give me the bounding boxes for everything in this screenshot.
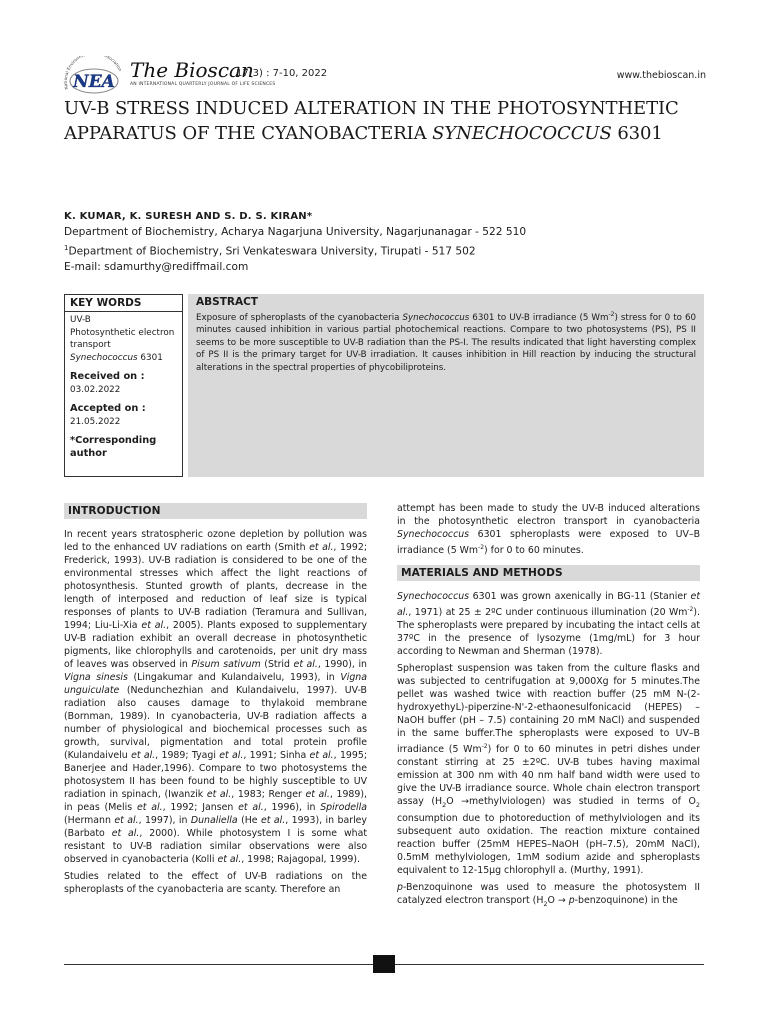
italic-term: et al. [309,750,334,761]
intro-continuation [397,502,700,557]
keyword-organism-strain: 6301 [137,352,163,363]
journal-tagline: AN INTERNATIONAL QUARTERLY JOURNAL OF LIFE SCIENCES [130,82,276,87]
text-run: (Hermann [64,815,115,826]
left-column [64,503,367,900]
text-run: , 1971) at 25 ± 2ºC under continuous illumination (20 Wm [408,607,688,619]
text-run: 6301 spheroplasts were exposed to UV–B irradiance (5 Wm [397,529,700,557]
text-run: (He [237,815,261,826]
italic-term: et al. [136,802,163,813]
logo-arc-text: National Environm sociation [62,56,123,90]
script-mark: -2 [687,606,694,614]
italic-term: et al. [114,815,139,826]
italic-term: p [568,895,575,907]
received-date: 03.02.2022 [70,384,121,395]
italic-term: Dunaliella [190,815,238,826]
keyword-organism [70,352,177,365]
logo-text: NEA [73,72,115,92]
text-run: , 1995; Banerjee and Hader,1996). Compare to two photosystems the photosystem II has been found to be highly susceptible to UV radiation in spinach, (Iwanzik [64,750,367,800]
italic-term: Spirodella [320,802,367,813]
italic-term: et al. [305,789,330,800]
text-run: -benzoquinone) in the [574,895,678,907]
italic-term: et al. [261,815,286,826]
text-run: attempt has been made to study the UV-B induced alterations in the photosynthetic electron transport in cyanobacteria [397,503,700,527]
italic-term: Synechococcus [397,591,470,603]
text-run: , 1998; Rajagopal, 1999). [241,854,361,865]
introduction-heading: INTRODUCTION [64,503,367,519]
affiliation-1: Department of Biochemistry, Acharya Nagarjuna University, Nagarjunanagar - 522 510 [64,225,527,238]
abstract-heading: ABSTRACT [196,296,258,308]
received-label: Received on : [70,371,145,382]
paper-title [64,96,714,146]
text-run: In recent years stratospheric ozone depletion by pollution was led to the enhanced UV radiations on earth (Smith [64,529,367,553]
text-run: , 1992; Jansen [162,802,239,813]
text-run: , 1989; Tyagi [155,750,220,761]
title-text: UV-B STRESS INDUCED ALTERATION IN THE PHOTOSYNTHETIC APPARATUS OF THE CYANOBACTERIA [64,98,679,144]
script-mark: 2 [543,900,548,909]
accepted-date: 21.05.2022 [70,416,121,427]
text-run: 6301 was grown axenically in BG-11 (Stanier [469,591,691,603]
abstract-text [196,309,696,374]
italic-term: et al. [141,620,167,631]
keywords-box [64,294,183,477]
issue-info: 17(3) : 7-10, 2022 [236,68,328,79]
italic-term: Pisum sativum [191,659,261,670]
italic-term: Vigna sinesis [64,672,128,683]
abstract-run: ) stress for 0 to 60 minutes caused inhibition in various partial photochemical reactions. Compare to two photosystems (PS), PS II seems to be more susceptible to UV-B radiation than the PS-I. The results indicated that light haversting complex of PS II is the primary target for UV-B irradiation. It causes inhibition in Hill reaction by inducing the structural alterations in the spectral properties of phycobiliproteins. [196,312,697,373]
abstract-box [188,294,704,477]
text-run: Spheroplast suspension was taken from the culture flasks and was subjected to centrifugation at 9,000Xg for 5 minutes.The pellet was washed twice with reaction buffer (25 mM N-(2-hydroxyethyL)-piperzine-N'-2-ethaonesulfonicacid (HEPES) – NaOH buffer (pH – 7.5) containing 20 mM NaCl) and suspended in the same buffer.The spheroplasts were exposed to UV–B irradiance (5 Wm [397,663,700,756]
italic-term: et al. [206,789,232,800]
italic-term: et al. [397,591,700,619]
affiliation-2-text: Department of Biochemistry, Sri Venkateswara University, Tirupati - 517 502 [68,245,476,258]
italic-term: et al. [309,542,334,553]
intro-paragraph-2: Studies related to the effect of UV-B radiations on the spheroplasts of the cyanobacteria are scanty. Therefore an [64,871,367,895]
script-mark: -2 [478,544,485,551]
text-run: O → [547,895,569,907]
author-names: K. KUMAR, K. SURESH AND S. D. S. KIRAN* [64,211,313,222]
abstract-run: 6301 to UV-B irradiance (5 Wm [469,312,609,323]
text-run: , 1983; Renger [231,789,306,800]
text-run: , 1989), in peas (Melis [64,789,367,813]
italic-term: et al. [238,802,264,813]
abstract-run: Exposure of spheroplasts of the cyanobacteria [196,312,403,323]
methods-paragraph-3 [397,881,700,911]
italic-term: p [397,882,403,894]
text-run: consumption due to photoreduction of methylviologen and its subsequent auto oxidation. The reaction mixture contained reaction buffer (25mM HEPES–NaOH (pH–7.5), 20mM NaCl), 0.5mM methylviologen, 1mM sodium azide and spheroplasts equivalent to 12-15µg chlorophyll a. (Murthy, 1991). [397,813,700,877]
italic-term: et al. [111,828,140,839]
keyword-organism-name: Synechococcus [70,352,138,363]
text-run: , 1992; Frederick, 1993). UV-B radiation is considered to be one of the environmental stresses which affect the light reactions of photosynthesis. Stunted growth of plants, decrease in the length of interposed and reduction of leaf size is typical responses of plants to UV-B radiation (Teramura and Sullivan, 1994; Liu-Li-Xia [64,542,367,631]
keyword-item: Photosynthetic electron transport [70,327,175,350]
corresponding-author-note: *Corresponding author [70,435,157,459]
methods-paragraph-2 [397,662,700,877]
text-run: ) for 0 to 60 minutes in petri dishes under constant stirring at 25 ±2ºC. UV-B tubes having maximal emission at 300 nm with 40 nm half band width were used to give the UV-B irradiance source. Whole chain electron transport assay (H [397,744,701,808]
keyword-item: UV-B [70,315,91,325]
script-mark: -2 [481,743,488,751]
text-run: , 2005). Plants exposed to supplementary UV-B radiation exhibit an overall decrease in photosynthetic pigments, like chlorophylls and carotenoids, per unit dry mass of leaves was observed in [64,620,367,670]
right-column [397,502,700,915]
text-run: (Lingakumar and Kulandaivelu, 1993), in [127,672,341,683]
italic-term: et al. [131,750,156,761]
title-strain: 6301 [611,123,663,144]
affiliation-2 [64,241,714,260]
script-mark: 2 [442,801,447,810]
text-run: , 1990), in [317,659,368,670]
italic-term: et al. [217,854,242,865]
text-run: , 1991; Sinha [243,750,310,761]
affiliation-marker: 1 [64,243,69,252]
abstract-superscript: -2 [608,311,615,318]
methods-paragraph-1 [397,590,700,658]
website-link[interactable]: www.thebioscan.in [616,70,706,81]
journal-logo [62,56,126,96]
text-run: (Strid [260,659,294,670]
text-run: ). The spheroplasts were prepared by incubating the intact cells at 37ºC in the presence of lysozyme (1mg/mL) for 3 hour according to Newman and Sherman (1978). [397,607,700,658]
italic-term: Synechococcus [397,529,470,540]
text-run: ) for 0 to 60 minutes. [484,545,584,557]
italic-term: et al. [293,659,318,670]
page-marker [373,955,395,973]
accepted-label: Accepted on : [70,403,146,414]
author-email[interactable]: E-mail: sdamurthy@rediffmail.com [64,260,249,273]
italic-term: Vigna unguiculate [64,672,367,696]
text-run: , 1993), in barley (Barbato [64,815,367,839]
methods-heading: MATERIALS AND METHODS [397,565,700,581]
intro-paragraph-1 [64,528,367,866]
text-run: -Benzoquinone was used to measure the photosystem II catalyzed electron transport (H [397,882,700,907]
author-block [64,209,714,276]
journal-name: The Bioscan [130,58,254,82]
text-run: , 1997), in [138,815,191,826]
text-run: (Nedunchezhian and Kulandaivelu, 1997). UV-B radiation also causes damage to thylakoid membrane (Bornman, 1989). In cyanobacteria, UV-B radiation affects a number of physiological and biochemical processes such as growth, survival, pigmentation and total protein profile (Kulandaivelu [64,685,367,761]
script-mark: 2 [695,801,701,810]
italic-term: et al. [219,750,244,761]
text-run: , 2000). While photosystem I is some what resistant to UV-B radiation similar observations were also observed in cyanobacteria (Kolli [64,828,367,865]
text-run: O →methylviologen) was studied in terms of O [446,796,696,808]
title-organism: SYNECHOCOCCUS [432,123,612,144]
abstract-organism: Synechococcus [402,312,470,323]
text-run: , 1996), in [263,802,321,813]
keywords-heading: KEY WORDS [65,297,182,312]
